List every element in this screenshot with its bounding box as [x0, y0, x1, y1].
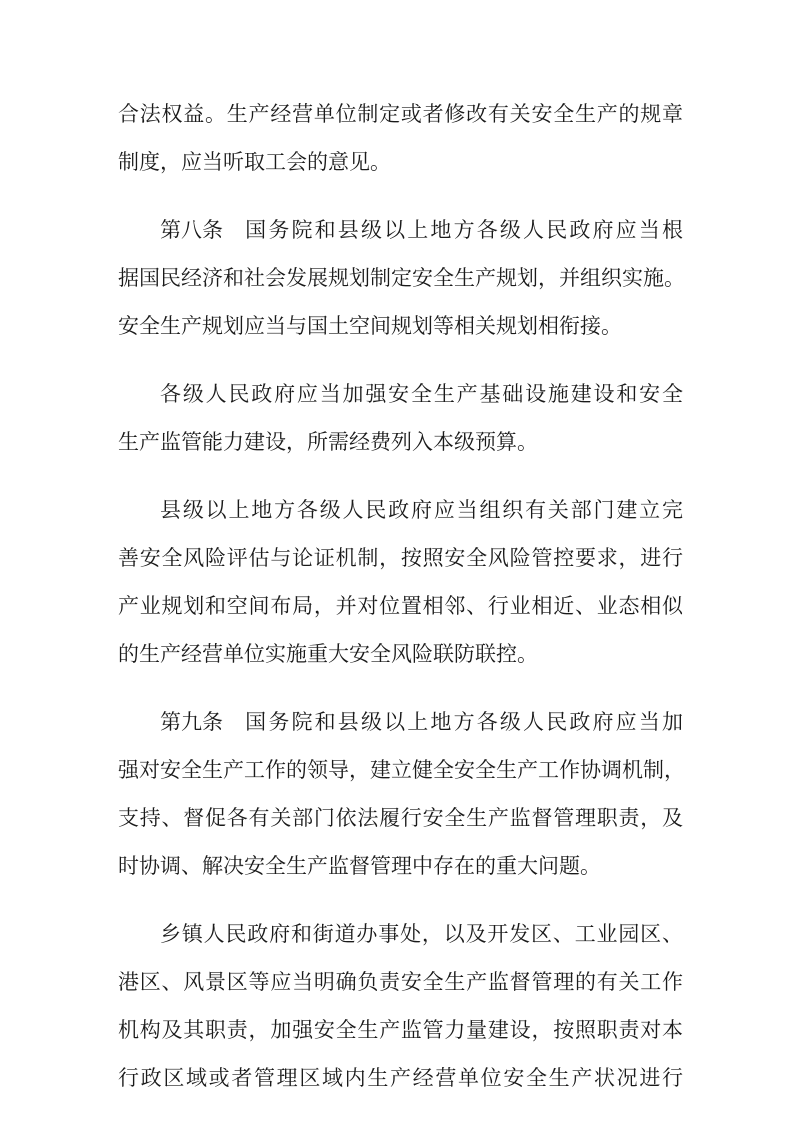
article-number: 第九条: [160, 710, 223, 734]
text-line: 支持、督促各有关部门依法履行安全生产监督管理职责，及: [118, 806, 683, 830]
text-line: 县级以上地方各级人民政府应当组织有关部门建立完: [160, 498, 683, 522]
text-line: 行政区域或者管理区域内生产经营单位安全生产状况进行: [118, 1066, 683, 1090]
text-line: 善安全风险评估与论证机制，按照安全风险管控要求，进行: [118, 546, 683, 570]
paragraph: [118, 90, 683, 186]
paragraph: [118, 370, 683, 466]
paragraph-article-9: [118, 698, 683, 890]
text-line: [118, 698, 683, 746]
paragraph-article-8: [118, 206, 683, 350]
document-page: [118, 90, 683, 1102]
text-line: 合法权益。生产经营单位制定或者修改有关安全生产的规章: [118, 102, 683, 126]
text-line: [118, 206, 683, 254]
text-line: 各级人民政府应当加强安全生产基础设施建设和安全: [160, 382, 683, 406]
text-line: 产业规划和空间布局，并对位置相邻、行业相近、业态相似: [118, 594, 683, 618]
text-segment: 国务院和县级以上地方各级人民政府应当根: [243, 218, 683, 242]
text-line: 安全生产规划应当与国土空间规划等相关规划相衔接。: [118, 314, 622, 338]
text-line: 乡镇人民政府和街道办事处，以及开发区、工业园区、: [160, 922, 683, 946]
text-line: 港区、风景区等应当明确负责安全生产监督管理的有关工作: [118, 970, 683, 994]
text-line: 机构及其职责，加强安全生产监管力量建设，按照职责对本: [118, 1018, 683, 1042]
paragraph: [118, 486, 683, 678]
text-line: 据国民经济和社会发展规划制定安全生产规划，并组织实施。: [118, 266, 685, 290]
text-line: 时协调、解决安全生产监督管理中存在的重大问题。: [118, 854, 601, 878]
text-line: 生产监管能力建设，所需经费列入本级预算。: [118, 430, 538, 454]
text-segment: 国务院和县级以上地方各级人民政府应当加: [243, 710, 683, 734]
paragraph: [118, 910, 683, 1102]
text-line: 制度，应当听取工会的意见。: [118, 150, 391, 174]
text-line: 强对安全生产工作的领导，建立健全安全生产工作协调机制，: [118, 758, 685, 782]
article-number: 第八条: [160, 218, 223, 242]
text-line: 的生产经营单位实施重大安全风险联防联控。: [118, 642, 538, 666]
